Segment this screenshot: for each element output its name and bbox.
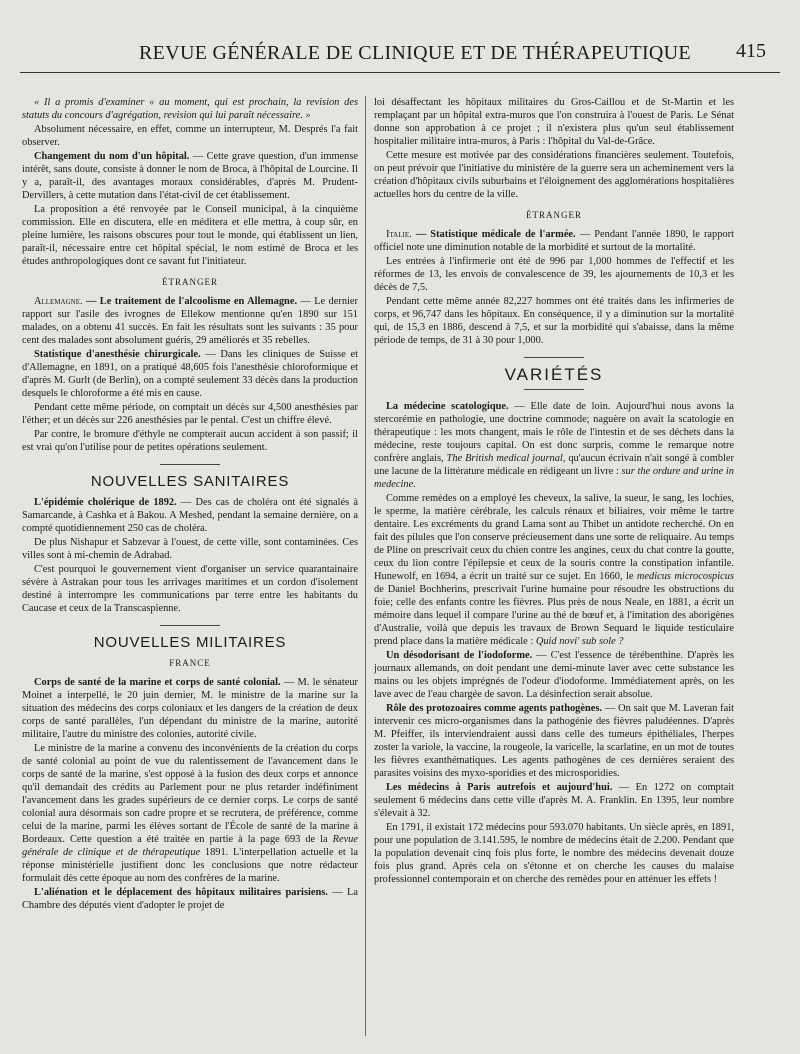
journal-reference: Revue générale de clinique et de thérapeutique (22, 834, 358, 858)
news-item (374, 649, 734, 701)
book-title: sur the ordure and urine in medecine. (374, 466, 734, 490)
item-heading: Rôle des protozoaires comme agents pathogènes. (386, 703, 603, 714)
journal-reference: The British medical journal, (446, 453, 566, 464)
section-title: VARIÉTÉS (504, 365, 604, 384)
news-item (22, 348, 358, 400)
item-heading: Les médecins à Paris autrefois et aujourd'hui. (386, 782, 613, 793)
item-body: — Le dernier rapport sur l'asile des ivrognes de Ellekow mentionne qu'en 1890 sur 151 malades, on a obtenu 41 succès. En fait les résultats sont les suivants : 35 pour cent des malades sont absolument guéris, 29 améliorés et 35 rebelles. (22, 296, 358, 346)
book-title: medicus microcospicus (636, 571, 734, 582)
paragraph: De plus Nishapur et Sabzevar à l'ouest, de cette ville, sont contaminées. Ces villes sont à mi-chemin de Adrabad. (22, 537, 358, 561)
quotation: Quid novi' sub sole ? (535, 636, 624, 647)
news-item (374, 702, 734, 780)
paragraph: En 1791, il existait 172 médecins pour 593.070 habitants. Un siècle après, en 1891, pour une population de 3.141.595, le nombre de médecins était de 2.200. Pendant que la population devenait cinq fois plus forte, le nombre des médecins devenait douze fois plus grand. Après cela on s'étonne et on cherche les causes du malaise professionnel contemporain et on cherche des remèdes pour en atténuer les effets ! (374, 822, 734, 885)
news-item (374, 781, 734, 820)
paragraph: C'est pourquoi le gouvernement vient d'organiser un service quarantainaire sévère à Astrakan pour tous les arrivages maritimes et un cordon d'isolement destiné à interrompre les communications par terre entre les habitants du Caucase et ceux de la Transcaspienne. (22, 564, 358, 614)
page-header (20, 36, 780, 72)
item-body: — Des cas de choléra ont été signalés à Samarcande, à Cashka et à Bakou. A Meshed, pendant la semaine dernière, on a compté quotidiennement 250 cas de choléra. (22, 497, 358, 534)
item-body: — C'est l'essence de térébenthine. D'après les journaux allemands, on doit pendant une demi-minute laver avec cette substance les mains ou les objets imprégnés de l'odeur d'iodoforme. Immédiatement après, on les lave avec de l'eau chargée de savon. La désinfection serait absolue. (374, 650, 734, 700)
left-column (22, 96, 358, 913)
item-heading: L'aliénation et le déplacement des hôpitaux militaires parisiens. (34, 887, 328, 898)
paragraph: La proposition a été renvoyée par le Conseil municipal, à la cinquième commission. Elle en discutera, elle en méditera et elle mettra, à coup sûr, en pleine lumière, les raisons obscures pour tout le monde, qui établissent un lien, paraît-il, nécessaire entre cet hôpital spécial, le nom estimé de Broca et les études anthropologiques dont ce savant fut l'initiateur. (22, 204, 358, 267)
header-rule (20, 72, 780, 73)
column-divider (365, 96, 366, 1036)
paragraph: Les entrées à l'infirmerie ont été de 996 par 1,000 hommes de l'effectif et les réformes de 13, les envois de convalescence de 39, les ajournements de 10,3 et les décès de 7,5. (374, 256, 734, 293)
paragraph: loi désaffectant les hôpitaux militaires du Gros-Caillou et de St-Martin et les remplaçant par un hôpital extra-muros que l'on construira à l'ouest de Paris. Le Sénat donne son approbation à ce projet ; il n'existera plus qu'un seul établissement hospitalier militaire intra-muros, à Paris : l'hôpital du Val-de-Grâce. (374, 97, 734, 147)
news-item (22, 496, 358, 535)
item-heading: Statistique d'anesthésie chirurgicale. (34, 349, 201, 360)
item-heading: La médecine scatologique. (386, 401, 509, 412)
country-label: Allemagne. (34, 296, 83, 307)
right-column (374, 96, 734, 887)
page-number: 415 (736, 40, 766, 62)
item-heading: — Le traitement de l'alcoolisme en Allemagne. (82, 296, 298, 307)
paragraph: Cette mesure est motivée par des considérations financières seulement. Toutefois, on peut prévoir que l'initiative du ministère de la guerre sera un acheminement vers la création d'hôpitaux civils suburbains et l'éloignement des agglomérations hospitalières actuelles hors du centre de la ville. (374, 150, 734, 200)
item-heading: — Statistique médicale de l'armée. (411, 229, 576, 240)
section-rule (160, 625, 220, 626)
subsection-label: FRANCE (169, 658, 211, 668)
news-item (22, 150, 358, 202)
paragraph: « Il a promis d'examiner « au moment, qui est prochain, la revision des statuts du concours d'agrégation, revision qui lui paraît nécessaire. » (22, 97, 358, 121)
journal-title: REVUE GÉNÉRALE DE CLINIQUE ET DE THÉRAPEUTIQUE (139, 42, 691, 64)
subsection-label: ÉTRANGER (162, 277, 218, 287)
paragraph (22, 742, 358, 885)
item-body: — M. le sénateur Moinet a interpellé, le 20 juin dernier, M. le ministre de la marine sur la situation des médecins des corps coloniaux et les dangers de la création de deux corps de santé parallèles, l'un dépendant du ministre de la marine, autorité militaire, l'autre du ministre des colonies, autorité civile. (22, 677, 358, 740)
paragraph-text: de Daniel Bochherins, prescrivait l'urine humaine pour résoudre les obstructions du foie; celle des enfants contre les fièvres. Plus près de nous Neale, en 1881, a écrit un mémoire dans lequel il compare l'urine au thé de bœuf et, à l'imitation des aborigènes d'Australie, voilà que depuis les travaux de Brown Sequard le liquide testiculaire prend place dans la matière médicale : (374, 584, 734, 647)
paragraph: Pendant cette même période, on comptait un décès sur 4,500 anesthésies par l'éther; et un décès sur 226 anesthésies par le pental. C'est un chiffre élevé. (22, 402, 358, 426)
item-heading: Un désodorisant de l'iodoforme. (386, 650, 533, 661)
paragraph-text: 1891. L'interpellation actuelle et la réponse ministérielle justifient donc les conclusions que notre rédacteur formulait dès cette époque au nom des confrères de la marine. (22, 847, 358, 884)
news-item (22, 676, 358, 741)
item-body: qu'aucun écrivain n'ait songé à combler une lacune de la littérature médicale en rédigeant un livre : (374, 453, 734, 477)
subsection-label: ÉTRANGER (526, 210, 582, 220)
paragraph: Pendant cette même année 82,227 hommes ont été traités dans les infirmeries de corps, et 96,747 dans les hôpitaux. En conséquence, il y a diminution sur la mortalité qui, de 15,3 en 1886, descend à 7,5, et sur la morbidité qui s'abaisse, dans la même période de temps, de 31 à 30 pour 1,000. (374, 296, 734, 346)
section-rule (160, 464, 220, 465)
item-heading: L'épidémie cholérique de 1892. (34, 497, 177, 508)
section-title: NOUVELLES SANITAIRES (90, 473, 290, 490)
news-item (374, 228, 734, 254)
item-body: — Dans les cliniques de Suisse et d'Allemagne, en 1891, on a pratiqué 48,605 fois l'anesthésie chloroformique et d'après M. Gurlt (de Berlin), on a compté seulement 33 décès dans la production desquels le chloroforme a été mis en cause. (22, 349, 358, 399)
item-body: — La Chambre des députés vient d'adopter le projet de (22, 887, 358, 911)
paragraph (374, 492, 734, 648)
paragraph-text: Comme remèdes on a employé les cheveux, la salive, la sueur, le sang, les lochies, le sperme, la matière cérébrale, les calculs rénaux et biliaires, voir même le tartre dentaire. Les excréments du grand Lama sont au Thibet un antidote recherché. On en fait des pilules que l'on conserve précieusement dans une sorte de reliquaire. Au temps de Pline on prescrivait ceux du chien contre les angines, ceux du chat contre la goutte, ceux du lion contre l'épilepsie et ceux de la souris contre la constipation infantile. Hunewolf, en 1694, a écrit un traité sur ce sujet. En 1660, le (374, 493, 734, 582)
item-body: — Elle date de loin. Aujourd'hui nous avons la stercorémie en pathologie, une doctrine commode; naguère on avait la scatologie en thérapeutique : les mots changent, mais le rôle de l'intestin et de ses déchets dans la médecine, reste toujours capital. On est donc surpris, comme le remarque notre confrère anglais, (374, 401, 734, 464)
item-body: — On sait que M. Laveran fait intervenir ces micro-organismes dans la pathogénie des fièvres paludéennes. D'après M. Pfeiffer, ils interviendraient aussi dans celle des tumeurs épithéliales, l'herpes zoster la variole, la vaccine, la rougeole, la varicelle, la scarlatine, en un mot de toutes les fièvres exanthématiques. Les agents pathogènes de ces dernières seraient des parasites voisins des myxo-sporidies et des microsporidies. (374, 703, 735, 779)
item-body: — En 1272 on comptait seulement 6 médecins dans cette ville d'après M. A. Franklin. En 1395, leur nombre s'élevait à 32. (374, 782, 734, 819)
news-item (22, 886, 358, 912)
section-rule (524, 357, 584, 358)
paragraph: Absolument nécessaire, en effet, comme un interrupteur, M. Després l'a fait observer. (22, 124, 358, 148)
section-rule (524, 389, 584, 390)
paragraph-text: Le ministre de la marine a convenu des inconvénients de la création du corps de santé colonial au point de vue du ralentissement de l'avancement dans le corps de santé de la marine, s'est opposé à la fusion des deux corps et annonce qu'il demandait des crédits au Parlement pour ne plus retarder indéfiniment l'avancement dans les grades supérieurs de ce dernier corps. Le corps de santé colonial aura désormais son cadre propre et se recrutera, de préférence, comme celui de la marine, parmi les élèves sortant de l'École de santé de la marine à Bordeaux. Cette question a été traitée en partie à la page 693 de la (22, 743, 358, 845)
item-heading: Changement du nom d'un hôpital. (34, 151, 190, 162)
paragraph: Par contre, le bromure d'éthyle ne compterait aucun accident à son passif; il est vrai qu'on l'utilise pour de petites opérations seulement. (22, 429, 358, 453)
item-heading: Corps de santé de la marine et corps de santé colonial. (34, 677, 281, 688)
country-label: Italie. (386, 229, 412, 240)
item-body: — Cette grave question, d'un immense intérêt, sans doute, consiste à donner le nom de Broca, à l'hôpital de Lourcine. Il y a, paraît-il, des avantages moraux considérables, d'après M. Prudent-Dervillers, à cette mutation dans l'état-civil de cet établissement. (22, 151, 358, 201)
news-item (22, 295, 358, 347)
section-title: NOUVELLES MILITAIRES (93, 634, 287, 651)
news-item (374, 400, 734, 491)
item-body: — Pendant l'année 1890, le rapport officiel note une diminution notable de la morbidité et surtout de la mortalité. (374, 229, 734, 253)
